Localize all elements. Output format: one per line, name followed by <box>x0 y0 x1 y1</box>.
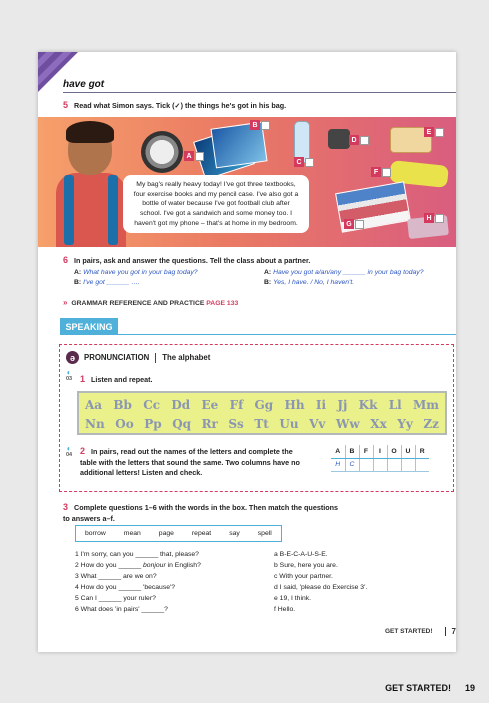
list-item: d I said, 'please do Exercise 3'. <box>274 584 368 591</box>
pronunciation-box <box>59 344 454 492</box>
list-item: 4 How do you ______ 'because'? <box>75 584 176 591</box>
list-item: 3 What ______ are we on? <box>75 573 157 580</box>
letter-sound-table <box>331 445 429 472</box>
alphabet-letter: Xx <box>370 417 387 431</box>
exercise-6-number: 6 <box>63 255 69 265</box>
alphabet-letter: Nn <box>85 417 105 431</box>
item-tag-b[interactable]: B <box>250 120 270 130</box>
tick-box[interactable] <box>305 158 314 167</box>
exercise-6-instruction: In pairs, ask and answer the questions. Tell the class about a partner. <box>74 256 311 265</box>
alphabet-letter: Zz <box>423 417 439 431</box>
alphabet-letter: Qq <box>172 417 192 431</box>
alphabet-letter: Gg <box>254 398 274 412</box>
pron-exercise-1: 1 Listen and repeat. <box>80 374 153 384</box>
pronunciation-topic: The alphabet <box>162 353 211 362</box>
alphabet-letter: Ww <box>335 417 360 431</box>
alphabet-letter: Cc <box>143 398 161 412</box>
textbook-page <box>38 52 456 652</box>
phone-item <box>328 129 350 149</box>
page-footer: GET STARTED! 7 <box>385 627 456 636</box>
list-item: 6 What does 'in pairs' ______? <box>75 606 168 613</box>
questions-list <box>75 549 201 615</box>
audio-track-03[interactable]: ◐ 03 <box>66 368 73 382</box>
alphabet-letter: Ff <box>229 398 244 412</box>
tick-box[interactable] <box>195 152 204 161</box>
item-tag-e[interactable]: E <box>424 127 444 137</box>
alphabet-letter: Hh <box>284 398 305 412</box>
grammar-page-ref: PAGE 133 <box>206 300 239 307</box>
list-item: 2 How do you ______ bonjour in English? <box>75 562 201 569</box>
item-tag-h[interactable]: H <box>424 213 444 223</box>
word-item: mean <box>123 530 141 537</box>
section-title: have got <box>63 79 105 90</box>
alphabet-letter: Oo <box>115 417 134 431</box>
word-item: spell <box>257 530 272 537</box>
section-rule <box>63 92 456 93</box>
alphabet-letter: Tt <box>254 417 269 431</box>
alphabet-letter: Aa <box>85 398 103 412</box>
item-tag-g[interactable]: G <box>344 219 364 229</box>
tick-box[interactable] <box>360 136 369 145</box>
answers-list <box>274 549 367 615</box>
item-tag-c[interactable]: C <box>294 157 314 167</box>
alphabet-letter: Rr <box>201 417 218 431</box>
alphabet-row-2 <box>85 415 439 434</box>
pron-exercise-2: 2 In pairs, read out the names of the letters and complete the table with the letters that sound the same. Two columns have no additional letters! Listen and check. <box>80 446 300 478</box>
tick-box[interactable] <box>355 220 364 229</box>
audio-cd-icon: ◐ <box>66 444 72 453</box>
tick-box[interactable] <box>382 168 391 177</box>
alphabet-letter: Jj <box>337 398 348 412</box>
outer-footer: GET STARTED! 19 <box>385 683 475 693</box>
outer-page-number: 19 <box>464 683 475 693</box>
double-arrow-icon: » <box>63 298 66 307</box>
list-item: a B-E-C-A-U-S-E. <box>274 551 328 558</box>
alphabet-letter: Ii <box>315 398 327 412</box>
speech-bubble: My bag's really heavy today! I've got three textbooks, four exercise books and my pencil case. I've also got a bottle of water because I've got football club after school. I've got a sandwich and some money too. I haven't got my phone – that's at home in my bedroom. <box>123 175 309 233</box>
answer-b2: Yes, I have. / No, I haven't. <box>273 279 355 287</box>
alphabet-letter: Vv <box>309 417 326 431</box>
speaking-rule <box>118 334 456 335</box>
audio-cd-icon: ◐ <box>66 368 72 377</box>
question-a2: Have you got a/an/any ______ in your bag today? <box>273 269 424 276</box>
question-a1: What have you got in your bag today? <box>83 269 198 276</box>
alphabet-letter: Uu <box>279 417 299 431</box>
tick-box[interactable] <box>435 128 444 137</box>
list-item: b Sure, here you are. <box>274 562 338 569</box>
alphabet-letter: Ss <box>228 417 244 431</box>
speaking-heading: SPEAKING <box>60 318 118 335</box>
word-item: repeat <box>191 530 212 537</box>
alphabet-letter: Ll <box>388 398 402 412</box>
audio-track-04[interactable]: ◐ 04 <box>66 444 73 458</box>
word-box <box>75 525 282 542</box>
exercise-5-number: 5 <box>63 100 69 110</box>
schwa-icon: ə <box>66 351 79 364</box>
word-item: page <box>158 530 174 537</box>
tick-box[interactable] <box>261 121 270 130</box>
alphabet-letter: Pp <box>144 417 162 431</box>
grammar-reference-link[interactable]: » GRAMMAR REFERENCE AND PRACTICE PAGE 133 <box>63 298 239 307</box>
alphabet-letter: Mm <box>412 398 439 412</box>
item-tag-f[interactable]: F <box>371 167 391 177</box>
tick-box[interactable] <box>435 214 444 223</box>
list-item: 1 I'm sorry, can you ______ that, please? <box>75 551 199 558</box>
alphabet-letter: Ee <box>201 398 219 412</box>
pronunciation-heading: ə PRONUNCIATION The alphabet <box>66 351 210 364</box>
list-item: c With your partner. <box>274 573 333 580</box>
exercise-3-heading: 3 Complete questions 1–6 with the words in the box. Then match the questions to answers a–f. <box>63 502 338 524</box>
alphabet-letter: Kk <box>358 398 378 412</box>
simon-photo <box>56 123 126 247</box>
list-item: f Hello. <box>274 606 296 613</box>
item-tag-d[interactable]: D <box>349 135 369 145</box>
alphabet-letter: Dd <box>171 398 191 412</box>
dialogue-right: A: Have you got a/an/any ______ in your bag today? B: Yes, I have. / No, I haven't. <box>264 269 424 287</box>
dialogue-left: A: What have you got in your bag today? B: I've got ______ …. <box>74 269 198 287</box>
table-header-row: A B F I O U R <box>331 445 429 458</box>
page-number: 7 <box>445 627 456 636</box>
alphabet-row-1 <box>85 396 439 415</box>
answer-b1: I've got ______ …. <box>83 279 140 287</box>
alphabet-box <box>77 391 447 435</box>
bag-items-photo <box>38 117 456 247</box>
word-item: say <box>229 530 240 537</box>
word-item: borrow <box>85 530 106 537</box>
exercise-6-heading <box>63 254 310 267</box>
list-item: 5 Can I ______ your ruler? <box>75 595 156 602</box>
alphabet-letter: Bb <box>113 398 132 412</box>
exercise-5-heading <box>63 99 286 112</box>
clock-item <box>141 131 183 173</box>
list-item: e 19, I think. <box>274 595 312 602</box>
item-tag-a[interactable]: A <box>184 151 204 161</box>
alphabet-letter: Yy <box>397 417 413 431</box>
table-row: H C <box>331 458 429 471</box>
exercise-5-instruction: Read what Simon says. Tick (✓) the things he's got in his bag. <box>74 101 287 110</box>
